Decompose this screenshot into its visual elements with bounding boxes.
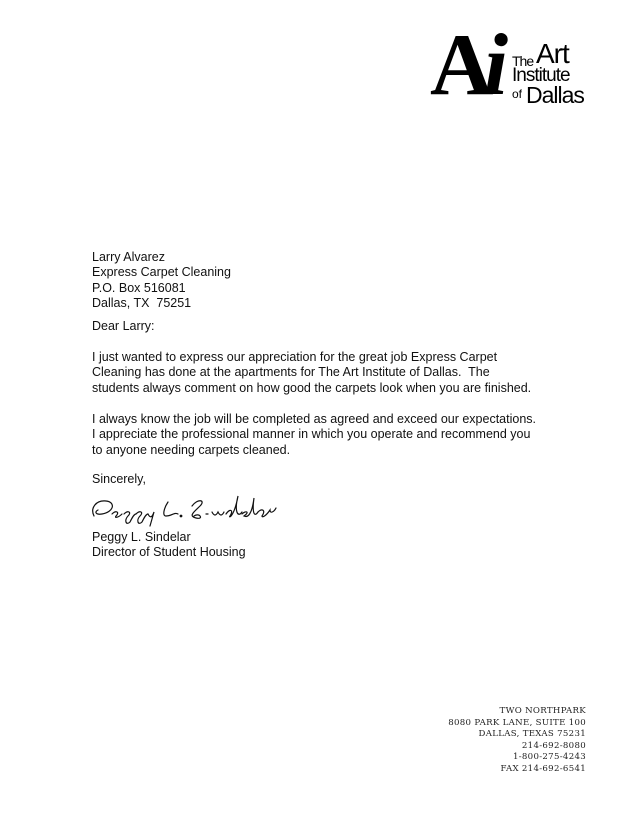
art-institute-logo: Ai The Art Institute of Dallas	[430, 17, 584, 114]
paragraph-2	[92, 412, 536, 458]
signer-title: Director of Student Housing	[92, 545, 246, 560]
salutation: Dear Larry:	[92, 319, 155, 333]
closing: Sincerely,	[92, 472, 146, 486]
paragraph-line: to anyone needing carpets cleaned.	[92, 442, 291, 457]
paragraph-1	[92, 350, 531, 396]
footer-line: TWO NORTHPARK	[499, 706, 586, 716]
paragraph-line: students always comment on how good the carpets look when you are finished.	[92, 380, 532, 395]
footer-toll-free: 1-800-275-4243	[512, 752, 586, 763]
footer-line: 8080 PARK LANE, SUITE 100	[448, 717, 586, 728]
recipient-po-box: P.O. Box 516081	[92, 280, 186, 295]
signer-name: Peggy L. Sindelar	[92, 530, 191, 544]
paragraph-line: I appreciate the professional manner in which you operate and recommend you	[92, 427, 531, 442]
footer-fax: FAX 214-692-6541	[500, 763, 586, 774]
footer-line: DALLAS, TEXAS 75231	[478, 729, 586, 740]
paragraph-line: I always know the job will be completed as agreed and exceed our expectations.	[92, 412, 537, 426]
recipient-city: Dallas, TX 75251	[92, 295, 192, 310]
footer-phone: 214-692-8080	[521, 740, 586, 751]
handwritten-signature	[88, 492, 278, 528]
signer-block	[92, 530, 246, 561]
recipient-company: Express Carpet Cleaning	[92, 265, 231, 280]
logo-mark: Ai	[430, 17, 499, 114]
paragraph-line: I just wanted to express our appreciation for the great job Express Carpet	[92, 350, 498, 364]
recipient-address	[92, 250, 231, 311]
paragraph-line: Cleaning has done at the apartments for The Art Institute of Dallas. The	[92, 365, 490, 380]
recipient-name: Larry Alvarez	[92, 250, 165, 264]
footer-address	[448, 706, 586, 776]
